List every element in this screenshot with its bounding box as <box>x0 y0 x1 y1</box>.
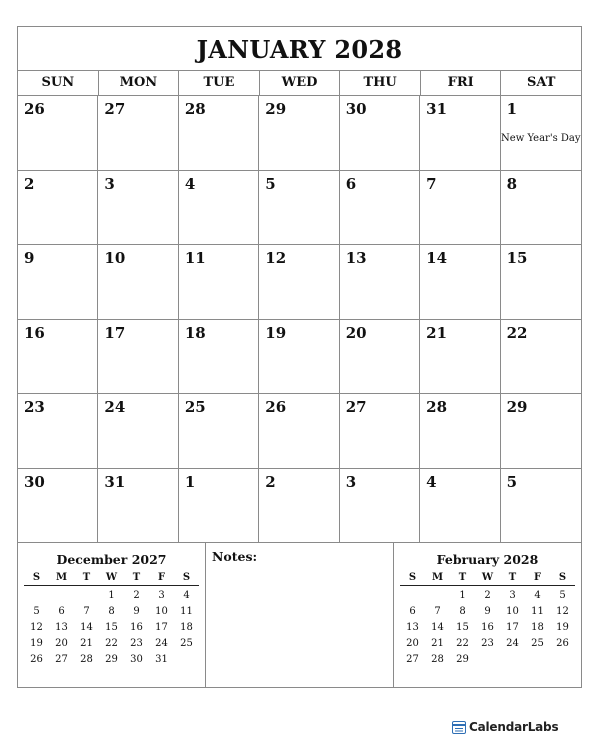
mini-day: 24 <box>506 638 519 649</box>
mini-day: 6 <box>409 606 416 617</box>
mini-next-weekdays <box>400 570 575 586</box>
mini-day: 24 <box>155 638 168 649</box>
mini-weekday: S <box>558 572 567 583</box>
day-number: 15 <box>506 249 528 267</box>
weekday-sat: SAT <box>527 75 556 90</box>
mini-day: 17 <box>506 622 519 633</box>
mini-weekday: T <box>82 572 91 583</box>
day-number: 8 <box>506 174 517 193</box>
mini-day: 5 <box>33 606 40 617</box>
notes-label: Notes: <box>212 549 258 564</box>
day-cell[interactable] <box>179 245 259 320</box>
day-cell[interactable] <box>18 171 98 246</box>
day-number: 4 <box>426 472 437 491</box>
day-number: 31 <box>104 472 126 491</box>
day-cell[interactable] <box>18 394 98 469</box>
mini-day <box>24 588 49 604</box>
day-number: 30 <box>24 472 45 491</box>
mini-day: 27 <box>55 654 68 665</box>
day-cell[interactable] <box>18 320 98 395</box>
mini-day: 10 <box>155 606 168 617</box>
mini-day: 26 <box>30 654 43 665</box>
mini-day: 1 <box>459 590 466 601</box>
day-number: 24 <box>104 398 126 416</box>
mini-weekday: F <box>533 572 542 583</box>
mini-day: 26 <box>556 638 569 649</box>
day-number: 31 <box>426 100 448 118</box>
day-cell[interactable] <box>18 469 98 544</box>
mini-day: 10 <box>506 606 519 617</box>
day-cell[interactable] <box>18 245 98 320</box>
mini-day: 9 <box>133 606 140 617</box>
mini-day: 4 <box>183 590 190 601</box>
mini-day: 7 <box>434 606 441 617</box>
mini-weekday: M <box>55 572 68 583</box>
mini-day: 15 <box>105 622 118 633</box>
day-cell[interactable] <box>259 394 339 469</box>
weekday-mon: MON <box>99 70 180 95</box>
day-cell[interactable] <box>179 469 259 544</box>
mini-calendar-prev <box>18 543 206 687</box>
day-cell[interactable] <box>340 171 420 246</box>
day-number: 12 <box>265 249 287 267</box>
day-cell[interactable] <box>98 245 178 320</box>
mini-day: 20 <box>55 638 68 649</box>
day-number: 13 <box>345 249 367 267</box>
day-cell[interactable] <box>179 96 259 171</box>
day-cell[interactable] <box>501 394 581 469</box>
mini-day: 12 <box>30 622 43 633</box>
mini-day: 27 <box>406 654 419 665</box>
day-cell[interactable] <box>420 96 500 171</box>
day-cell[interactable] <box>420 320 500 395</box>
mini-day: 7 <box>83 606 90 617</box>
weekday-sun: SUN <box>18 70 99 95</box>
mini-day: 1 <box>108 590 115 601</box>
day-cell[interactable] <box>420 469 500 544</box>
day-number: 30 <box>345 100 367 118</box>
day-cell[interactable] <box>98 171 178 246</box>
mini-day: 22 <box>456 638 469 649</box>
mini-day <box>500 652 525 668</box>
mini-day: 2 <box>133 590 140 601</box>
mini-weekday: S <box>408 572 417 583</box>
day-cell[interactable] <box>179 394 259 469</box>
day-number: 21 <box>426 323 448 342</box>
mini-day: 15 <box>456 622 469 633</box>
day-cell[interactable] <box>501 320 581 395</box>
day-cell[interactable] <box>259 96 339 171</box>
mini-day: 18 <box>531 622 544 633</box>
mini-day: 28 <box>431 654 444 665</box>
mini-weekday: M <box>431 572 444 583</box>
day-cell[interactable] <box>420 394 500 469</box>
mini-day: 25 <box>531 638 544 649</box>
mini-calendar-next <box>393 543 581 687</box>
day-number: 1 <box>184 472 196 491</box>
day-cell[interactable] <box>501 96 581 171</box>
day-cell[interactable] <box>98 96 178 171</box>
mini-day: 8 <box>108 606 115 617</box>
notes-area[interactable] <box>206 543 393 687</box>
mini-day: 28 <box>80 654 93 665</box>
calendar-icon <box>452 721 466 734</box>
mini-day: 22 <box>105 638 118 649</box>
day-number: 17 <box>104 323 126 342</box>
holiday-label: New Year's Day <box>501 133 581 144</box>
day-cell[interactable] <box>259 320 339 395</box>
mini-prev-title: December 2027 <box>56 552 167 567</box>
day-number: 25 <box>184 398 206 416</box>
mini-day: 21 <box>80 638 93 649</box>
mini-weekday: W <box>481 572 494 583</box>
mini-day: 12 <box>556 606 569 617</box>
day-cell[interactable] <box>340 245 420 320</box>
mini-prev-weekdays <box>24 570 199 586</box>
day-number: 11 <box>184 249 206 267</box>
mini-weekday: T <box>132 572 141 583</box>
day-number: 3 <box>104 174 115 193</box>
mini-day <box>475 652 500 668</box>
mini-day: 19 <box>30 638 43 649</box>
mini-day: 4 <box>534 590 541 601</box>
month-grid <box>18 96 581 543</box>
month-title: JANUARY 2028 <box>18 27 581 71</box>
day-number: 7 <box>426 174 437 193</box>
day-number: 26 <box>24 100 45 118</box>
day-number: 29 <box>506 398 528 416</box>
mini-weekday: T <box>508 572 517 583</box>
mini-day: 31 <box>155 654 168 665</box>
day-number: 27 <box>104 100 126 118</box>
mini-day: 29 <box>105 654 118 665</box>
mini-day: 20 <box>406 638 419 649</box>
mini-day: 11 <box>180 606 193 617</box>
day-cell[interactable] <box>501 171 581 246</box>
mini-day: 13 <box>406 622 419 633</box>
day-number: 10 <box>104 249 126 267</box>
day-cell[interactable] <box>501 245 581 320</box>
day-number: 28 <box>184 100 206 118</box>
day-cell[interactable] <box>179 171 259 246</box>
mini-day: 17 <box>155 622 168 633</box>
mini-weekday: T <box>458 572 467 583</box>
mini-weekday: F <box>157 572 166 583</box>
mini-day: 16 <box>130 622 143 633</box>
mini-day: 19 <box>556 622 569 633</box>
day-cell[interactable] <box>420 245 500 320</box>
day-number: 18 <box>184 323 206 342</box>
mini-day: 6 <box>58 606 65 617</box>
mini-weekday: W <box>105 572 118 583</box>
day-cell[interactable] <box>420 171 500 246</box>
day-cell[interactable] <box>98 320 178 395</box>
day-number: 26 <box>265 398 287 416</box>
day-cell[interactable] <box>340 320 420 395</box>
day-cell[interactable] <box>340 96 420 171</box>
mini-day: 29 <box>456 654 469 665</box>
mini-day: 8 <box>459 606 466 617</box>
mini-next-days <box>400 588 581 668</box>
day-cell[interactable] <box>98 469 178 544</box>
mini-day: 9 <box>484 606 491 617</box>
day-number: 2 <box>24 174 35 193</box>
day-number: 29 <box>265 100 287 118</box>
day-number: 28 <box>426 398 448 416</box>
day-number: 9 <box>24 249 35 267</box>
day-number: 5 <box>506 472 517 491</box>
mini-day: 25 <box>180 638 193 649</box>
day-number: 6 <box>345 174 357 193</box>
day-number: 2 <box>265 472 276 491</box>
mini-day: 13 <box>55 622 68 633</box>
day-number: 19 <box>265 323 287 342</box>
mini-day <box>525 652 550 668</box>
mini-day: 23 <box>130 638 143 649</box>
day-number: 23 <box>24 398 45 416</box>
mini-day <box>400 588 425 604</box>
day-cell[interactable] <box>501 469 581 544</box>
mini-day: 14 <box>80 622 93 633</box>
brand-logo <box>452 720 558 734</box>
day-cell[interactable] <box>259 469 339 544</box>
footer-section <box>18 543 581 687</box>
mini-prev-days <box>24 588 205 668</box>
mini-day <box>174 652 199 668</box>
mini-weekday: S <box>32 572 41 583</box>
weekday-wed: WED <box>260 70 341 95</box>
mini-day: 2 <box>484 590 491 601</box>
day-cell[interactable] <box>340 394 420 469</box>
day-number: 14 <box>426 249 448 267</box>
day-cell[interactable] <box>98 394 178 469</box>
calendar-sheet <box>17 26 582 688</box>
mini-day: 16 <box>481 622 494 633</box>
day-cell[interactable] <box>18 96 98 171</box>
mini-day: 3 <box>158 590 165 601</box>
day-number: 3 <box>345 472 357 491</box>
mini-day: 30 <box>130 654 143 665</box>
weekday-header <box>18 70 581 96</box>
day-cell[interactable] <box>340 469 420 544</box>
day-number: 1 <box>506 100 517 118</box>
brand-name: CalendarLabs <box>469 720 559 734</box>
day-cell[interactable] <box>179 320 259 395</box>
day-number: 16 <box>24 323 45 342</box>
mini-weekday: S <box>182 572 191 583</box>
mini-day: 11 <box>531 606 544 617</box>
mini-day <box>74 588 99 604</box>
mini-day: 5 <box>559 590 566 601</box>
weekday-thu: THU <box>340 70 421 95</box>
day-number: 20 <box>345 323 367 342</box>
day-number: 5 <box>265 174 276 193</box>
mini-day <box>550 652 575 668</box>
day-number: 22 <box>506 323 528 342</box>
mini-day <box>49 588 74 604</box>
weekday-tue: TUE <box>179 70 260 95</box>
mini-day: 14 <box>431 622 444 633</box>
mini-day: 23 <box>481 638 494 649</box>
mini-next-title: February 2028 <box>436 552 539 567</box>
day-cell[interactable] <box>259 171 339 246</box>
mini-day: 21 <box>431 638 444 649</box>
day-number: 4 <box>184 174 196 193</box>
mini-day: 18 <box>180 622 193 633</box>
mini-day: 3 <box>509 590 516 601</box>
weekday-fri: FRI <box>421 70 502 95</box>
day-cell[interactable] <box>259 245 339 320</box>
mini-day <box>425 588 450 604</box>
day-number: 27 <box>345 398 367 416</box>
